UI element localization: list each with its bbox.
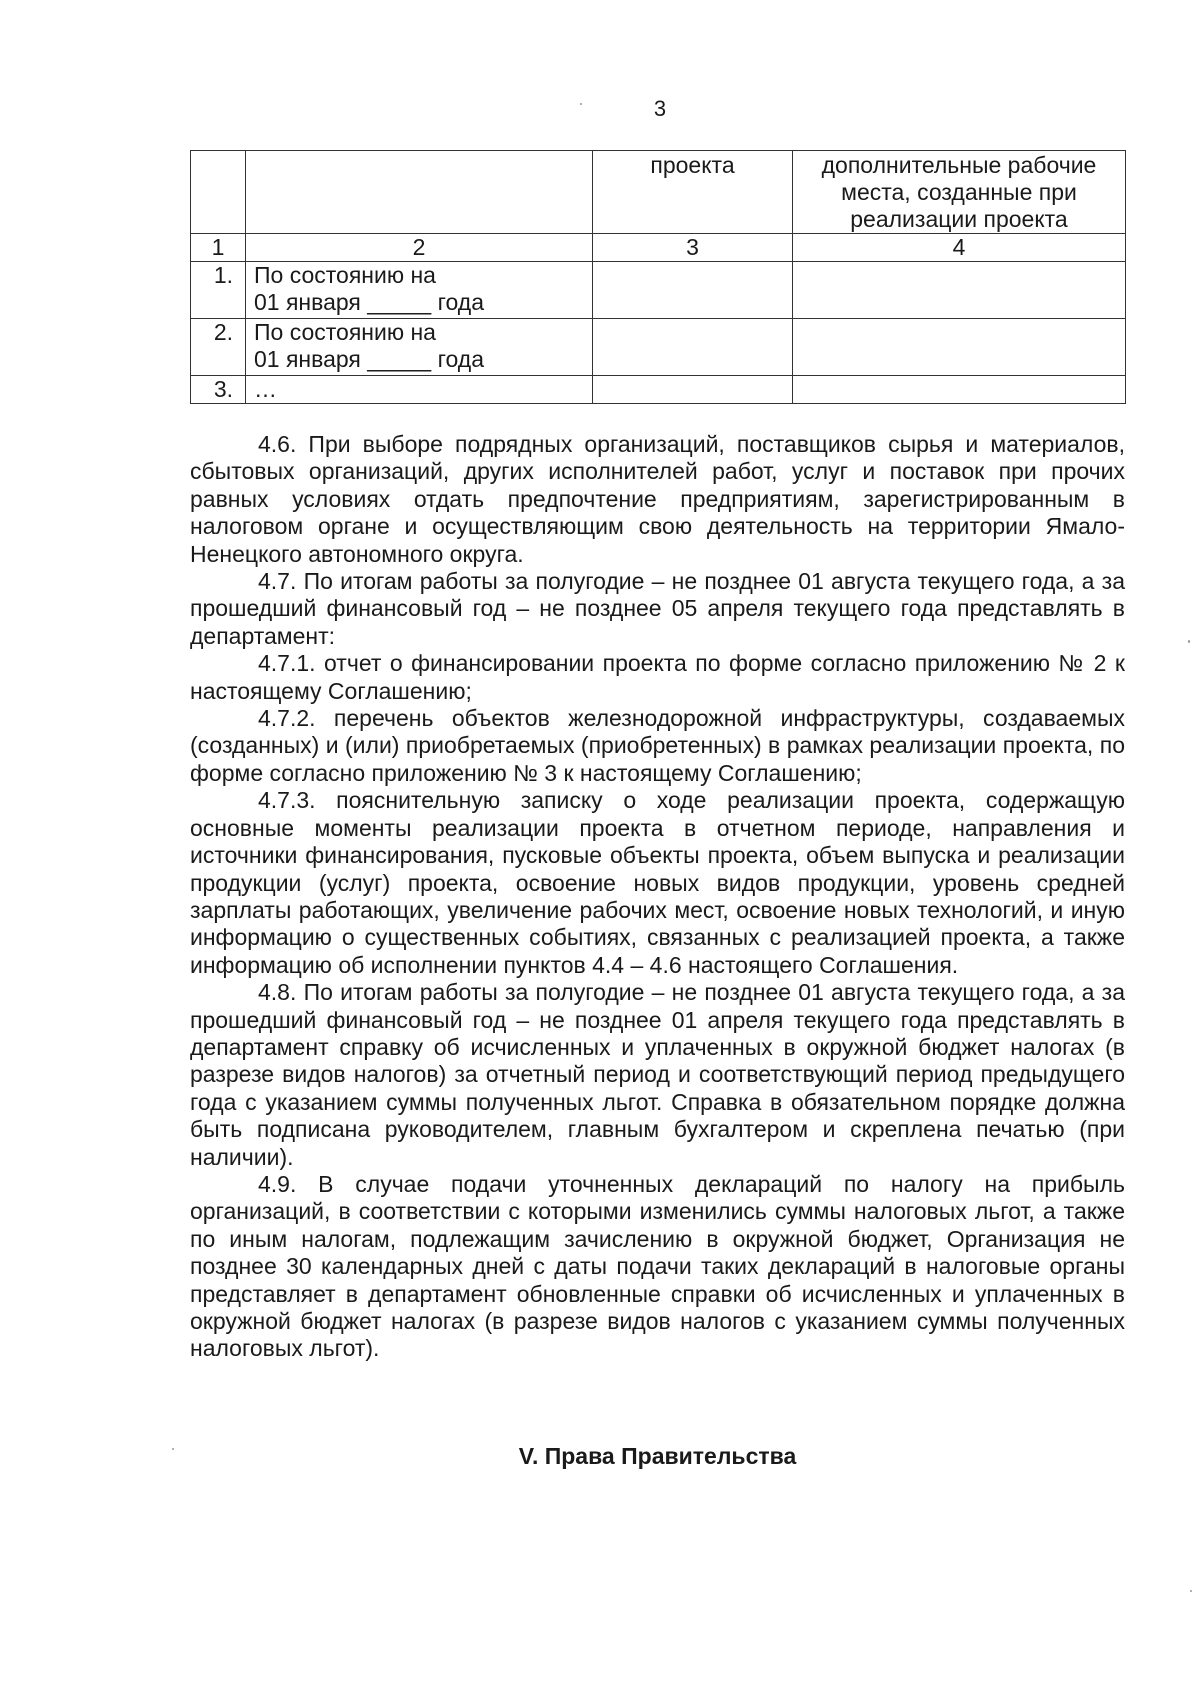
column-number: 3 <box>593 234 793 262</box>
paragraph-4-8: 4.8. По итогам работы за полугодие – не позднее 01 августа текущего года, а за прошедший финансовый год – не позднее 01 апреля текущего года представлять в департамент справку об исчисленных и уплаченных в окружной бюджет налогах (в разрезе видов налогов) за отчетный период и соответствующий период предыдущего года с указанием суммы полученных льгот. Справка в обязательном порядке должна быть подписана руководителем, главным бухгалтером и скреплена печатью (при наличии). <box>190 979 1125 1170</box>
scan-speck <box>580 103 582 105</box>
empty-cell <box>593 376 793 404</box>
scan-speck <box>1188 640 1190 643</box>
table-column-numbers-row <box>191 234 1126 262</box>
table-header-cell <box>246 151 593 234</box>
scan-speck <box>1190 1590 1192 1592</box>
row-label <box>246 319 593 376</box>
empty-cell <box>593 319 793 376</box>
paragraph-4-6: 4.6. При выборе подрядных организаций, поставщиков сырья и материалов, сбытовых организаций, других исполнителей работ, услуг и поставок при прочих равных условиях отдать предпочтение предприятиям, зарегистрированным в налоговом органе и осуществляющим свою деятельность на территории Ямало-Ненецкого автономного округа. <box>190 431 1125 567</box>
paragraph-4-7-2: 4.7.2. перечень объектов железнодорожной инфраструктуры, создаваемых (созданных) и (или) приобретаемых (приобретенных) в рамках реализации проекта, по форме согласно приложению № 3 к настоящему Соглашению; <box>190 705 1125 786</box>
paragraph-4-7-1: 4.7.1. отчет о финансировании проекта по форме согласно приложению № 2 к настоящему Соглашению; <box>190 650 1125 704</box>
page-number: 3 <box>653 96 667 121</box>
table-header-row <box>191 151 1126 234</box>
empty-cell <box>793 319 1126 376</box>
row-label-line: 01 января _____ года <box>254 289 484 315</box>
row-label-line: По состоянию на <box>254 319 436 345</box>
row-label-line: 01 января _____ года <box>254 346 484 372</box>
table-row <box>191 319 1126 376</box>
row-number: 1. <box>191 262 246 319</box>
empty-cell <box>793 376 1126 404</box>
row-number: 3. <box>191 376 246 404</box>
paragraph-4-7-3: 4.7.3. пояснительную записку о ходе реализации проекта, содержащую основные моменты реализации проекта в отчетном периоде, направления и источники финансирования, пусковые объекты проекта, объем выпуска и реализации продукции (услуг) проекта, освоение новых видов продукции, уровень средней зарплаты работающих, увеличение рабочих мест, освоение новых технологий, и иную информацию о существенных событиях, связанных с реализацией проекта, а также информацию об исполнении пунктов 4.4 – 4.6 настоящего Соглашения. <box>190 787 1125 978</box>
row-label-line: … <box>254 376 277 402</box>
paragraph-4-9: 4.9. В случае подачи уточненных деклараций по налогу на прибыль организаций, в соответствии с которыми изменились суммы налоговых льгот, а также по иным налогам, подлежащим зачислению в окружной бюджет, Организация не позднее 30 календарных дней с даты подачи таких деклараций в налоговые органы представляет в департамент обновленные справки об исчисленных и уплаченных в окружной бюджет налогах (в разрезе видов налогов с указанием суммы полученных налоговых льгот). <box>190 1170 1125 1362</box>
body-text <box>190 431 1125 1363</box>
row-label <box>246 262 593 319</box>
paragraph-4-7: 4.7. По итогам работы за полугодие – не позднее 01 августа текущего года, а за прошедший финансовый год – не позднее 05 апреля текущего года представлять в департамент: <box>190 568 1125 649</box>
table-header-cell <box>191 151 246 234</box>
table-header-cell: дополнительные рабочие места, созданные при реализации проекта <box>793 151 1126 234</box>
empty-cell <box>593 262 793 319</box>
table-row <box>191 376 1126 404</box>
table-row <box>191 262 1126 319</box>
column-number: 1 <box>191 234 246 262</box>
row-label-line: По состоянию на <box>254 262 436 288</box>
table-header-cell: проекта <box>593 151 793 234</box>
report-table <box>190 150 1126 404</box>
section-heading: V. Права Правительства <box>518 1443 797 1469</box>
column-number: 2 <box>246 234 593 262</box>
row-label <box>246 376 593 404</box>
row-number: 2. <box>191 319 246 376</box>
scan-speck <box>172 1448 174 1450</box>
column-number: 4 <box>793 234 1126 262</box>
empty-cell <box>793 262 1126 319</box>
